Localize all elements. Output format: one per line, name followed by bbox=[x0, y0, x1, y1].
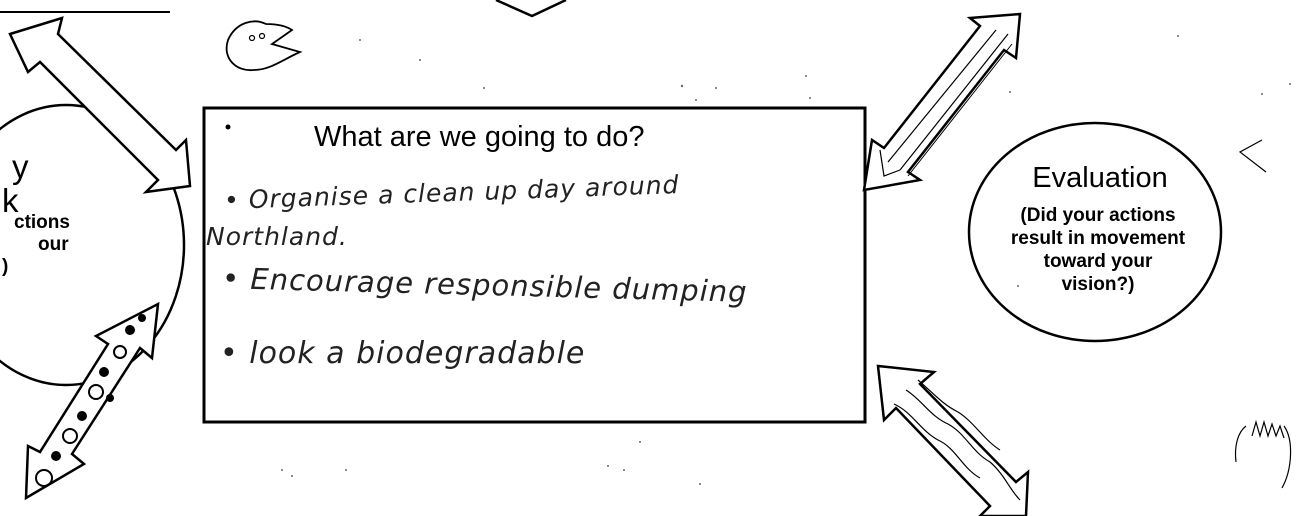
left-circle-title bbox=[0, 150, 29, 218]
note-item: • Organise a clean up day around bbox=[223, 170, 680, 215]
pacman-doodle bbox=[227, 21, 300, 70]
pacman-eye-icon bbox=[250, 36, 255, 41]
main-box-title: What are we going to do? bbox=[314, 121, 645, 153]
angle-doodle bbox=[1240, 140, 1266, 172]
note-item: • look a biodegradable bbox=[220, 336, 586, 371]
left-title-line: k bbox=[2, 182, 19, 219]
left-circle-description bbox=[0, 212, 70, 278]
evaluation-title: Evaluation bbox=[1032, 162, 1168, 194]
bottom-left-double-arrow bbox=[26, 304, 158, 498]
pacman-eye-icon bbox=[260, 34, 265, 39]
scribble-doodle bbox=[1252, 422, 1284, 438]
top-arrow-tip bbox=[496, 0, 566, 16]
top-left-double-arrow bbox=[10, 18, 190, 192]
note-item-continued: Northland. bbox=[206, 222, 348, 251]
evaluation-description bbox=[980, 204, 1216, 296]
bottom-right-double-arrow bbox=[878, 366, 1028, 516]
evaluation-line: toward your bbox=[1043, 251, 1153, 272]
left-title-line: y bbox=[12, 148, 29, 185]
note-item: • Encourage responsible dumping bbox=[221, 261, 749, 309]
evaluation-line: vision?) bbox=[1061, 274, 1135, 295]
left-line: ctions bbox=[14, 212, 70, 233]
evaluation-line: (Did your actions bbox=[1020, 205, 1176, 226]
paren-doodle bbox=[1235, 426, 1246, 462]
evaluation-line: result in movement bbox=[1010, 228, 1186, 249]
left-line: ) bbox=[2, 256, 9, 277]
left-line: our bbox=[38, 234, 69, 255]
box-dot bbox=[226, 125, 231, 130]
